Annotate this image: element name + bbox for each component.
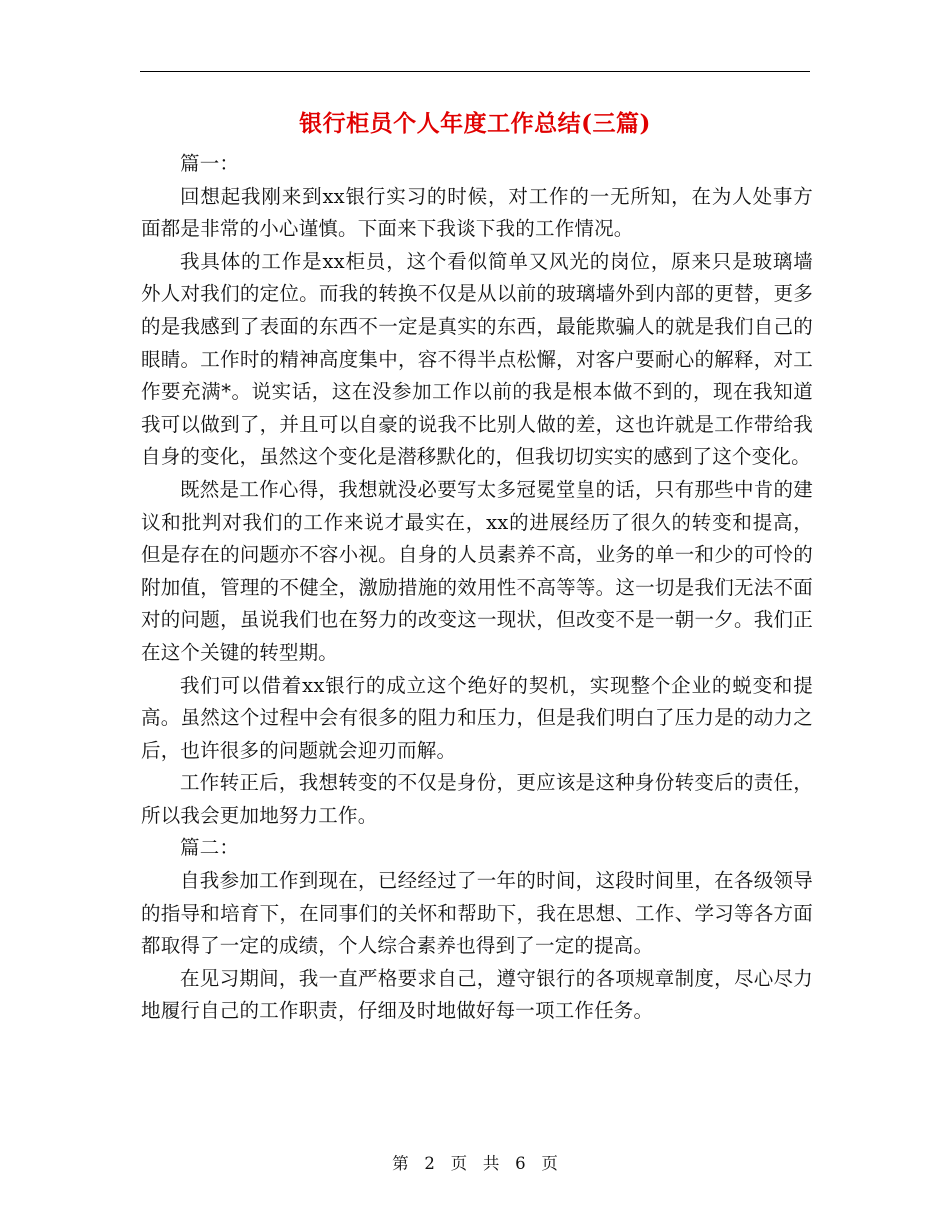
document-title: 银行柜员个人年度工作总结(三篇) — [299, 110, 651, 137]
body-paragraph: 回想起我刚来到xx银行实习的时候，对工作的一无所知，在为人处事方面都是非常的小心谨慎。下面来下我谈下我的工作情况。 — [141, 184, 813, 241]
footer-label-page: 第 — [392, 1154, 409, 1173]
body-paragraph: 自我参加工作到现在，已经经过了一年的时间，这段时间里，在各级领导的指导和培育下，在同事们的关怀和帮助下，我在思想、工作、学习等各方面都取得了一定的成绩，个人综合素养也得到了一定的提高。 — [141, 869, 813, 958]
footer-page-number: 2 — [424, 1154, 435, 1173]
document-body — [141, 148, 813, 1028]
page-footer — [0, 1152, 950, 1176]
body-paragraph: 我具体的工作是xx柜员，这个看似简单又风光的岗位，原来只是玻璃墙外人对我们的定位。而我的转换不仅是从以前的玻璃墙外到内部的更替，更多的是我感到了表面的东西不一定是真实的东西，最能欺骗人的就是我们自己的眼睛。工作时的精神高度集中，容不得半点松懈，对客户要耐心的解释，对工作要充满*。说实话，这在没参加工作以前的我是根本做不到的，现在我知道我可以做到了，并且可以自豪的说我不比别人做的差，这也许就是工作带给我自身的变化，虽然这个变化是潜移默化的，但我切切实实的感到了这个变化。 — [141, 249, 813, 469]
footer-label-total: 共 — [482, 1154, 500, 1173]
body-paragraph: 在见习期间，我一直严格要求自己，遵守银行的各项规章制度，尽心尽力地履行自己的工作职责，仔细及时地做好每一项工作任务。 — [141, 966, 813, 1023]
section-heading-2: 篇二： — [180, 836, 240, 860]
footer-total-pages: 6 — [515, 1154, 526, 1173]
body-paragraph: 我们可以借着xx银行的成立这个绝好的契机，实现整个企业的蜕变和提高。虽然这个过程中会有很多的阻力和压力，但是我们明白了压力是的动力之后，也许很多的问题就会迎刃而解。 — [141, 673, 813, 762]
body-paragraph: 既然是工作心得，我想就没必要写太多冠冕堂皇的话，只有那些中肯的建议和批判对我们的工作来说才最实在，xx的进展经历了很久的转变和提高，但是存在的问题亦不容小视。自身的人员素养不高，业务的单一和少的可怜的附加值，管理的不健全，激励措施的效用性不高等等。这一切是我们无法不面对的问题，虽说我们也在努力的改变这一现状，但改变不是一朝一夕。我们正在这个关键的转型期。 — [141, 477, 813, 664]
body-paragraph: 工作转正后，我想转变的不仅是身份，更应该是这种身份转变后的责任，所以我会更加地努力工作。 — [141, 771, 813, 827]
footer-label-total-unit: 页 — [541, 1154, 558, 1173]
section-heading-1: 篇一： — [180, 152, 240, 175]
header-rule — [140, 71, 810, 72]
footer-label-page-unit: 页 — [450, 1154, 468, 1173]
